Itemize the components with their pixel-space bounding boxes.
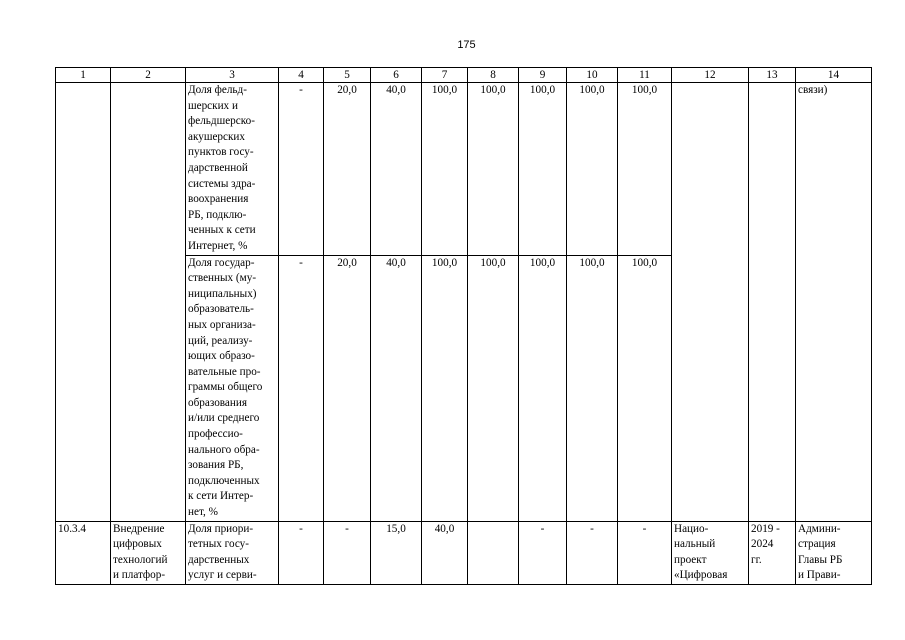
table-cell: 40,0	[422, 521, 468, 584]
column-header-8: 8	[468, 68, 519, 83]
cell-line: Админи-	[798, 522, 841, 535]
table-cell: связи)	[796, 83, 872, 522]
cell-line: и платфор-	[113, 569, 166, 582]
indicator-cell	[186, 521, 279, 584]
cell-line: ниципальных)	[188, 287, 257, 300]
header-row	[56, 68, 872, 83]
column-header-7: 7	[422, 68, 468, 83]
cell-line: Доля фельд-	[188, 84, 247, 96]
table-cell	[672, 83, 749, 522]
cell-line: услуг и серви-	[188, 569, 257, 582]
table-row	[56, 521, 872, 584]
table-cell: 100,0	[468, 255, 519, 521]
column-header-6: 6	[371, 68, 422, 83]
cell-line: гг.	[751, 553, 762, 566]
table-cell: -	[324, 521, 371, 584]
table-cell: 100,0	[468, 83, 519, 256]
column-header-2: 2	[111, 68, 186, 83]
table-cell: 20,0	[324, 83, 371, 256]
cell-line: Нацио-	[674, 522, 709, 535]
column-header-1: 1	[56, 68, 111, 83]
cell-line: образования	[188, 396, 248, 409]
cell-line: и/или среднего	[188, 412, 260, 425]
cell-line: шерских и	[188, 99, 238, 112]
cell-line: подключенных	[188, 474, 260, 487]
cell-line: ций, реализу-	[188, 334, 253, 347]
column-header-5: 5	[324, 68, 371, 83]
table-cell: 100,0	[567, 83, 618, 256]
cell-line: образователь-	[188, 303, 254, 316]
cell-line: РБ, подклю-	[188, 208, 247, 221]
cell-line: зования РБ,	[188, 459, 244, 472]
cell-line: Доля государ-	[188, 256, 255, 269]
table-cell: 40,0	[371, 83, 422, 256]
column-header-10: 10	[567, 68, 618, 83]
indicator-cell	[186, 255, 279, 521]
cell-line: пунктов госу-	[188, 146, 254, 159]
cell-line: 2019 -	[751, 522, 780, 535]
cell-line: к сети Интер-	[188, 490, 254, 503]
cell-line: Внедрение	[113, 522, 165, 535]
cell-line: технологий	[113, 553, 168, 566]
cell-line: проект	[674, 553, 707, 566]
table-cell: 100,0	[422, 83, 468, 256]
page-number: 175	[457, 39, 476, 51]
indicator-cell	[186, 83, 279, 256]
cell-line: ющих образо-	[188, 350, 255, 363]
table-cell: 100,0	[519, 83, 567, 256]
column-header-4: 4	[279, 68, 324, 83]
cell-line: дарственной	[188, 161, 248, 174]
cell-line: воохранения	[188, 193, 249, 206]
cell-line: вательные про-	[188, 365, 261, 378]
column-header-3: 3	[186, 68, 279, 83]
table-cell: -	[279, 255, 324, 521]
cell-line: Доля приори-	[188, 522, 254, 535]
table-cell: 10.3.4	[56, 521, 111, 584]
data-table	[55, 67, 872, 585]
cell-line: профессио-	[188, 428, 243, 441]
cell-line: дарственных	[188, 553, 250, 566]
cell-line: цифровых	[113, 538, 162, 551]
table-cell: -	[618, 521, 672, 584]
column-header-11: 11	[618, 68, 672, 83]
table-cell	[111, 521, 186, 584]
cell-line: системы здра-	[188, 177, 256, 190]
column-header-12: 12	[672, 68, 749, 83]
cell-line: фельдшерско-	[188, 115, 255, 128]
table-cell	[749, 83, 796, 522]
table-cell	[672, 521, 749, 584]
table-cell	[468, 521, 519, 584]
cell-line: граммы общего	[188, 381, 263, 394]
cell-line: Интернет, %	[188, 239, 248, 252]
cell-line: нет, %	[188, 506, 218, 519]
table-cell: -	[279, 83, 324, 256]
table-cell: 100,0	[618, 255, 672, 521]
cell-line: «Цифровая	[674, 569, 728, 582]
table-cell: 20,0	[324, 255, 371, 521]
table-cell: 15,0	[371, 521, 422, 584]
cell-line: 2024	[751, 538, 774, 551]
cell-line: тетных госу-	[188, 538, 249, 551]
table-cell	[56, 83, 111, 522]
column-header-9: 9	[519, 68, 567, 83]
cell-line: ченных к сети	[188, 224, 256, 237]
cell-line: нальный	[674, 538, 716, 551]
cell-line: и Прави-	[798, 569, 841, 582]
table-cell: 100,0	[422, 255, 468, 521]
table-cell: 100,0	[618, 83, 672, 256]
cell-line: ных организа-	[188, 318, 256, 331]
cell-line: нального обра-	[188, 443, 260, 456]
cell-line: ственных (му-	[188, 272, 257, 285]
table-cell: 100,0	[567, 255, 618, 521]
table-cell: 40,0	[371, 255, 422, 521]
table-cell	[111, 83, 186, 522]
table-cell: -	[279, 521, 324, 584]
table-row	[56, 83, 872, 256]
table-cell: -	[567, 521, 618, 584]
column-header-13: 13	[749, 68, 796, 83]
cell-line: страция	[798, 538, 836, 551]
cell-line: Главы РБ	[798, 553, 843, 566]
column-header-14: 14	[796, 68, 872, 83]
table-cell	[749, 521, 796, 584]
cell-line: акушерских	[188, 130, 245, 143]
table-cell: -	[519, 521, 567, 584]
table-cell	[796, 521, 872, 584]
table-cell: 100,0	[519, 255, 567, 521]
